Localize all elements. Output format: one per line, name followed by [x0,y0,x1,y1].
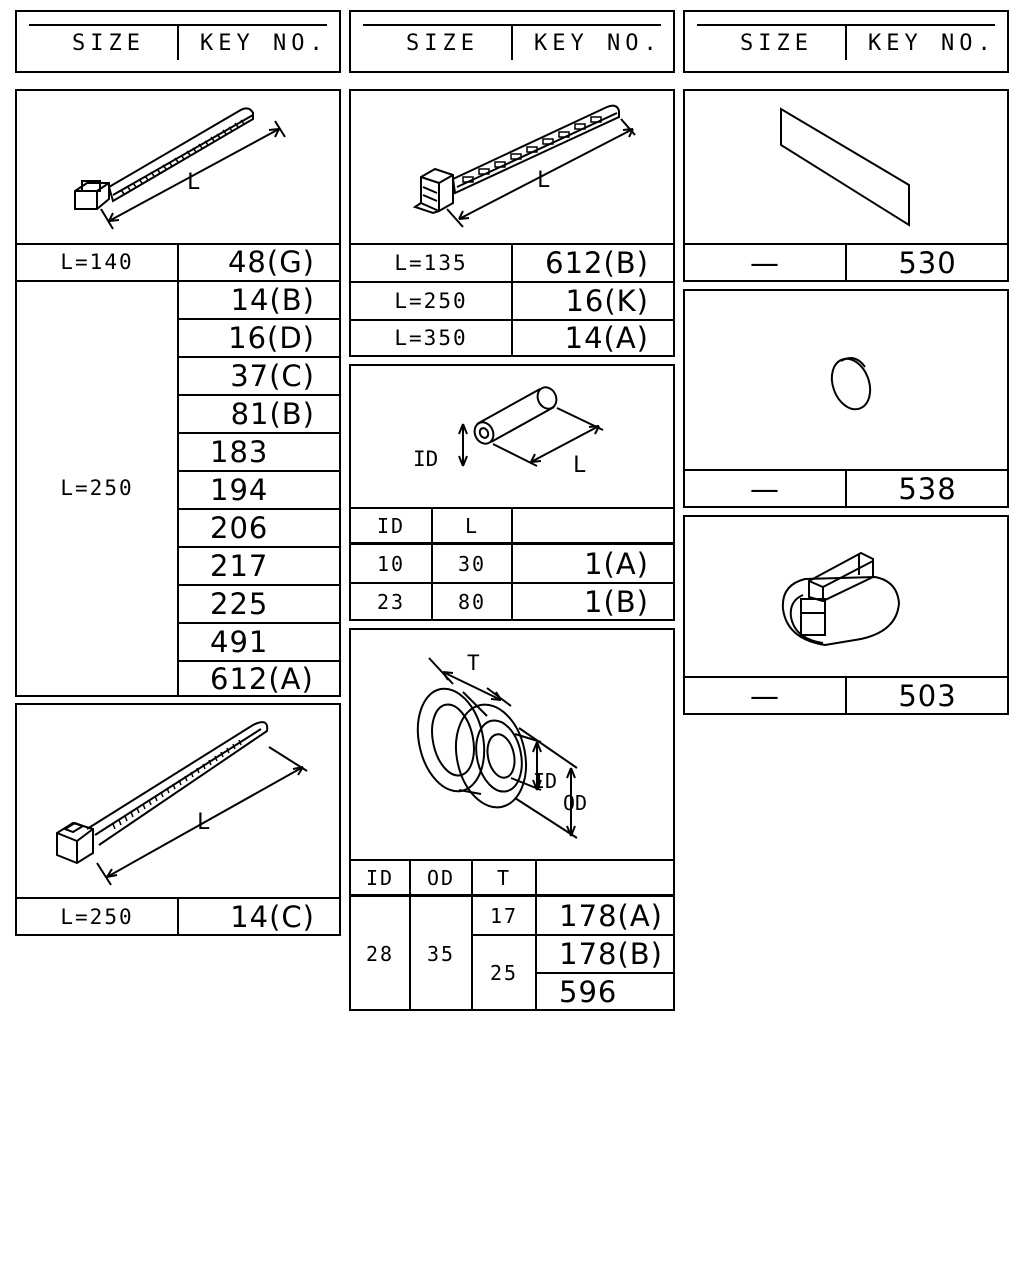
tie-b-dim-label: L [197,810,211,835]
cable-tie-c-illustration [351,91,673,243]
tie-a-dim-label: L [187,170,201,195]
tie-a-key-81b: 81(B) [230,397,315,431]
tie-a-key-37c: 37(C) [230,359,315,393]
tube-dim-l: L [573,453,587,478]
tie-a-panel [15,89,341,697]
tie-c-key-612b: 612(B) [545,246,649,280]
grommet-key-178b: 178(B) [559,937,663,971]
sheet-key: 530 [898,245,957,280]
tube-key-1a: 1(A) [584,547,649,581]
tube-id-23: 23 [376,589,406,614]
tie-a-key-183: 183 [210,435,269,469]
tie-a-key-225: 225 [210,587,269,621]
grommet-key-596: 596 [559,974,618,1009]
tube-illustration [351,366,673,508]
tube-key-1b: 1(B) [584,584,649,619]
grommet-dim-t: T [467,651,480,675]
disc-panel [683,289,1009,508]
tie-a-key-14b: 14(B) [230,282,315,317]
disc-key: 538 [898,471,957,506]
tie-c-size-350: L=350 [394,326,468,350]
sheet-size: — [750,245,780,280]
tie-a-key-612a: 612(A) [210,662,314,696]
tie-a-key-194: 194 [210,473,269,507]
header-size-label: SIZE [740,30,813,56]
row-divider [351,542,673,545]
tie-c-size-250: L=250 [394,289,468,313]
tube-l-30: 30 [457,552,487,576]
tie-a-key-217: 217 [210,549,269,583]
tie-c-size-135: L=135 [394,251,468,275]
header-size-label: SIZE [72,30,145,56]
cable-tie-b-illustration [17,705,339,897]
tie-c-panel [349,89,675,357]
tube-dim-id: ID [413,447,439,471]
header-key-label: KEY NO. [868,30,996,56]
tie-a-key-491: 491 [210,625,269,659]
tie-a-size-140: L=140 [60,250,134,274]
tube-id-10: 10 [376,552,406,576]
header-key-label: KEY NO. [534,30,662,56]
tie-b-key: 14(C) [230,899,315,934]
sheet-panel [683,89,1009,282]
clip-illustration [685,517,1007,677]
disc-size: — [750,471,780,506]
clip-key: 503 [898,678,957,713]
tie-c-key-16k: 16(K) [565,284,649,318]
grommet-key-178a: 178(A) [559,899,663,933]
header-size-label: SIZE [406,30,479,56]
sheet-illustration [685,91,1007,243]
clip-panel [683,515,1009,715]
header-box-col2 [349,10,675,73]
disc-illustration [685,291,1007,471]
grommet-panel [349,628,675,1011]
tie-a-key-48g: 48(G) [227,245,315,279]
grommet-col-t: T [496,865,512,890]
tie-a-key-16d: 16(D) [228,321,315,355]
tie-c-key-14a: 14(A) [564,321,649,355]
header-divider [511,24,513,60]
grommet-illustration [351,630,673,860]
tube-col-id: ID [376,513,406,538]
grommet-dim-od: OD [563,791,588,815]
cable-tie-a-illustration [17,91,339,243]
grommet-od-value: 35 [426,941,456,966]
row-divider [351,894,673,897]
tie-a-size-250: L=250 [60,476,134,500]
grommet-col-od: OD [426,865,456,890]
grommet-dim-id: ID [533,769,558,793]
grommet-t-25: 25 [489,960,519,985]
grommet-id-value: 28 [365,941,395,966]
header-divider [177,24,179,60]
tube-l-80: 80 [457,589,487,614]
tube-panel [349,364,675,621]
header-divider [845,24,847,60]
tie-a-key-206: 206 [210,511,269,545]
header-key-label: KEY NO. [200,30,328,56]
tie-b-size: L=250 [60,904,134,929]
tube-col-l: L [464,513,480,538]
header-box-col1 [15,10,341,73]
tie-b-panel [15,703,341,936]
clip-size: — [750,678,780,713]
grommet-t-17: 17 [489,904,519,928]
tie-c-dim-label: L [537,168,551,193]
header-box-col3 [683,10,1009,73]
grommet-col-id: ID [365,865,395,890]
